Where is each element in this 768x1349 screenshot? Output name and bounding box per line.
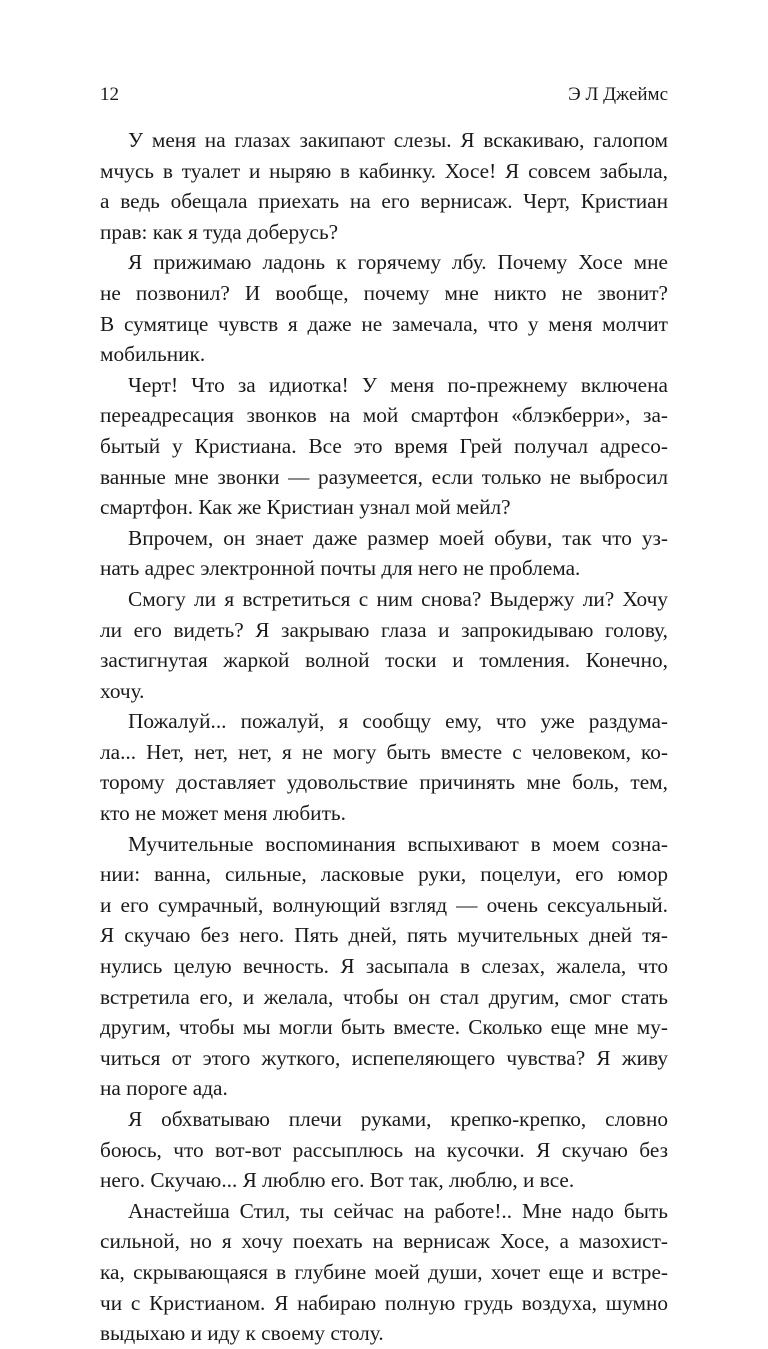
page-body-text xyxy=(100,125,668,1349)
text-line: бытый у Кристиана. Все это время Грей получал адресо- xyxy=(100,433,668,458)
text-line: другим, чтобы мы могли быть вместе. Сколько еще мне му- xyxy=(100,1015,668,1040)
text-line: прав: как я туда доберусь? xyxy=(100,219,339,244)
text-line: читься от этого жуткого, испепеляющего чувства? Я живу xyxy=(100,1045,668,1070)
text-line: боюсь, что вот-вот рассыплюсь на кусочки. Я скучаю без xyxy=(100,1137,668,1162)
text-line: выдыхаю и иду к своему столу. xyxy=(100,1321,384,1346)
text-line: а ведь обещала приехать на его вернисаж. Черт, Кристиан xyxy=(100,189,668,214)
text-line: него. Скучаю... Я люблю его. Вот так, люблю, и все. xyxy=(100,1168,575,1193)
paragraph xyxy=(100,1196,668,1349)
running-header xyxy=(100,84,668,110)
text-line: Я обхватываю плечи руками, крепко-крепко, словно xyxy=(128,1107,668,1131)
text-line: торому доставляет удовольствие причинять мне боль, тем, xyxy=(100,770,668,795)
text-line: ли его видеть? Я закрываю глаза и запрокидываю голову, xyxy=(100,617,668,642)
text-line: У меня на глазах закипают слезы. Я вскакиваю, галопом xyxy=(128,128,668,152)
text-line: смартфон. Как же Кристиан узнал мой мейл? xyxy=(100,495,511,520)
text-line: Смогу ли я встретиться с ним снова? Выдержу ли? Хочу xyxy=(128,586,668,611)
text-line: мобильник. xyxy=(100,342,206,367)
running-header-author: Э Л Джеймс xyxy=(568,84,668,105)
text-line: на пороге ада. xyxy=(100,1076,228,1101)
text-line: Я скучаю без него. Пять дней, пять мучительных дней тя- xyxy=(100,923,668,948)
text-line: Черт! Что за идиотка! У меня по-прежнему включена xyxy=(128,372,668,397)
text-line: Пожалуй... пожалуй, я сообщу ему, что уже раздума- xyxy=(128,709,668,734)
text-line: переадресация звонков на мой смартфон «блэкберри», за- xyxy=(100,403,668,428)
paragraph xyxy=(100,523,668,584)
text-line: нать адрес электронной почты для него не проблема. xyxy=(100,556,581,581)
paragraph xyxy=(100,1104,668,1196)
paragraph xyxy=(100,829,668,1104)
text-line: кто не может меня любить. xyxy=(100,801,346,826)
text-line: и его сумрачный, волнующий взгляд — очень сексуальный. xyxy=(100,892,668,917)
text-line: Я прижимаю ладонь к горячему лбу. Почему Хосе мне xyxy=(128,250,668,275)
text-line: мчусь в туалет и ныряю в кабинку. Хосе! Я совсем забыла, xyxy=(100,158,668,183)
text-line: нулись целую вечность. Я засыпала в слезах, жалела, что xyxy=(100,954,668,979)
text-line: В сумятице чувств я даже не замечала, что у меня молчит xyxy=(100,311,668,336)
paragraph xyxy=(100,125,668,247)
text-line: встретила его, и желала, чтобы он стал другим, смог стать xyxy=(100,984,668,1009)
paragraph xyxy=(100,706,668,828)
text-line: хочу. xyxy=(100,678,145,703)
text-line: Впрочем, он знает даже размер моей обуви, так что уз- xyxy=(128,525,668,550)
text-line: ка, скрывающаяся в глубине моей души, хочет еще и встре- xyxy=(100,1259,668,1284)
page-number: 12 xyxy=(100,84,119,105)
paragraph xyxy=(100,584,668,706)
text-line: застигнутая жаркой волной тоски и томления. Конечно, xyxy=(100,648,668,673)
paragraph xyxy=(100,370,668,523)
text-line: чи с Кристианом. Я набираю полную грудь воздуха, шумно xyxy=(100,1290,668,1315)
text-line: нии: ванна, сильные, ласковые руки, поцелуи, его юмор xyxy=(100,862,668,887)
text-line: не позвонил? И вообще, почему мне никто не звонит? xyxy=(100,280,668,305)
text-line: Мучительные воспоминания вспыхивают в моем созна- xyxy=(128,831,668,856)
paragraph xyxy=(100,247,668,369)
text-line: ванные мне звонки — разумеется, если только не выбросил xyxy=(100,464,668,489)
text-line: ла... Нет, нет, нет, я не могу быть вместе с человеком, ко- xyxy=(100,739,668,764)
text-line: Анастейша Стил, ты сейчас на работе!.. Мне надо быть xyxy=(128,1198,668,1223)
text-line: сильной, но я хочу поехать на вернисаж Хосе, а мазохист- xyxy=(100,1229,668,1254)
